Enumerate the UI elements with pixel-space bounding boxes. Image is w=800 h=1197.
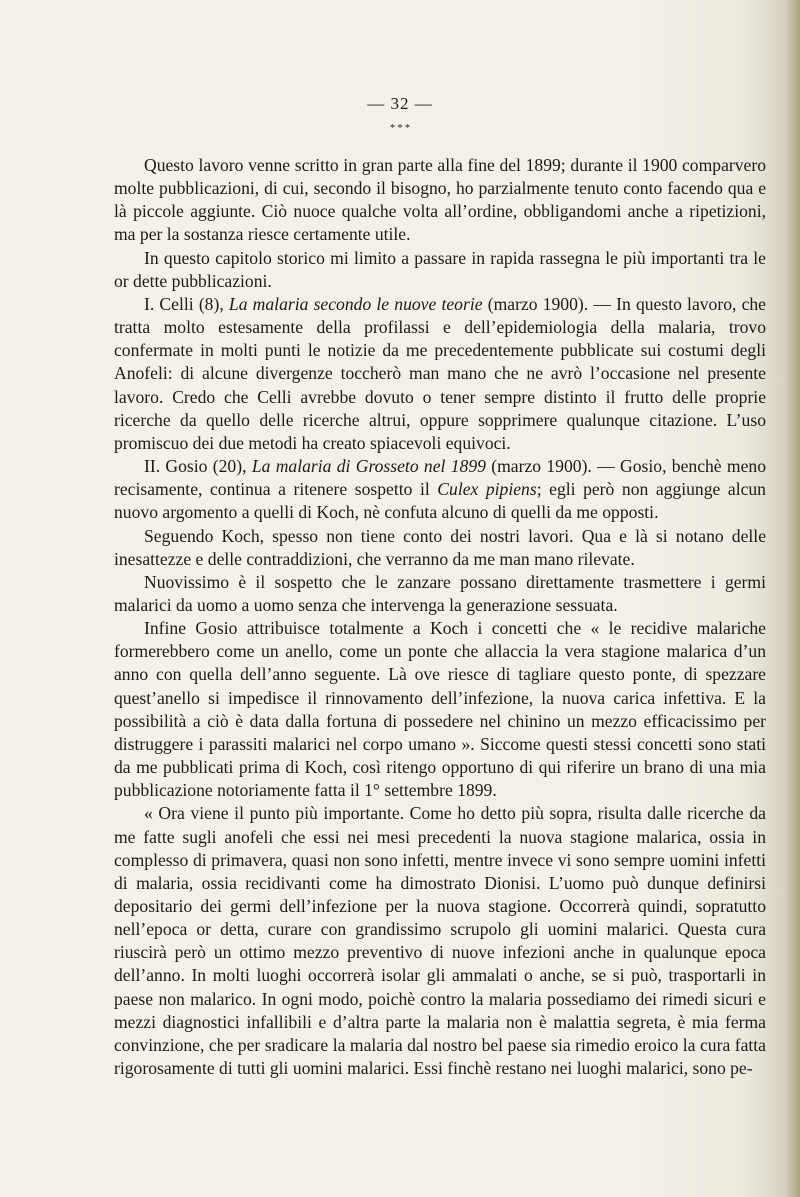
page-number: — 32 — (367, 94, 433, 113)
paragraph: I. Celli (8), La malaria secondo le nuove teorie (marzo 1900). — In questo lavoro, che tratta molto estesamente della profilassi e dell’epidemiologia della malaria, trovo confermate in molti punti le notizie da me precedentemente pubblicate sui costumi degli Anofeli: di alcune divergenze toccherò man mano che ne avrò l’occasione nel presente lavoro. Credo che Celli avrebbe dovuto o tener sempre distinto il frutto delle proprie ricerche da quello delle ricerche altrui, oppure sopprimere qualunque citazione. L’uso promiscuo dei due metodi ha creato spiacevoli equivoci. (114, 293, 766, 453)
paragraph: Infine Gosio attribuisce totalmente a Koch i concetti che « le recidive malariche formerebbero come un anello, come un ponte che allaccia la vera stagione malarica d’un anno con quella dell’anno seguente. Là ove riesce di tagliare questo ponte, di spezzare quest’anello si impedisce il rinnovamento dell’infezione, la nuova carica infettiva. E la possibilità a ciò è data dalla fortuna di possedere nel chinino un mezzo efficacissimo per distruggere i parassiti malarici nel corpo umano ». Siccome questi stessi concetti sono stati da me pubblicati prima di Koch, così ritengo opportuno di qui riferire un brano di una mia pubblicazione notoriamente fatta il 1° settembre 1899. (114, 618, 766, 801)
paragraph: Nuovissimo è il sospetto che le zanzare possano direttamente trasmettere i germi malarici da uomo a uomo senza che intervenga la generazione sessuata. (114, 571, 766, 615)
body-text (114, 154, 766, 1080)
paragraph: Seguendo Koch, spesso non tiene conto dei nostri lavori. Qua e là si notano delle inesattezze e delle contraddizioni, che verranno da me man mano rilevate. (114, 525, 766, 569)
section-ornament: * * * (390, 123, 410, 134)
page-edge-shadow (786, 0, 800, 1197)
paragraph: In questo capitolo storico mi limito a passare in rapida rassegna le più importanti tra le or dette pubblicazioni. (114, 247, 766, 291)
paragraph: II. Gosio (20), La malaria di Grosseto nel 1899 (marzo 1900). — Gosio, benchè meno recisamente, continua a ritenere sospetto il Culex pipiens; egli però non aggiunge alcun nuovo argomento a quelli di Koch, nè confuta alcuno di quelli da me opposti. (114, 456, 767, 523)
paragraph: « Ora viene il punto più importante. Come ho detto più sopra, risulta dalle ricerche da me fatte sugli anofeli che essi nei mesi precedenti la nuova stagione malarica, ossia in complesso di primavera, quasi non sono infetti, mentre invece vi sono sempre uomini infetti di malaria, ossia recidivanti come ha dimostrato Dionisi. L’uomo può dunque definirsi depositario dei germi dell’infezione per la nuova stagione. Occorrerà quindi, sopratutto nell’epoca or detta, curare con grandissimo scrupolo gli uomini malarici. Questa cura riuscirà però un ottimo mezzo preventivo di nuove infezioni anche in qualunque epoca dell’anno. In molti luoghi occorrerà isolar gli ammalati o anche, se si può, trasportarli in paese non malarico. In ogni modo, poichè contro la malaria possediamo dei rimedi sicuri e mezzi diagnostici infallibili e d’altra parte la malaria non è malattia segreta, è mia ferma convinzione, che per sradicare la malaria dal nostro bel paese sia rimedio eroico la cura fatta rigorosamente di tutti gli uomini malarici. Essi finchè restano nei luoghi malarici, sono pe- (114, 803, 766, 1079)
paragraph: Questo lavoro venne scritto in gran parte alla fine del 1899; durante il 1900 comparvero molte pubblicazioni, di cui, secondo il bisogno, ho parzialmente tenuto conto facendo qua e là piccole aggiunte. Ciò nuoce qualche volta all’ordine, obbligandomi anche a ripetizioni, ma per la sostanza riesce certamente utile. (114, 155, 766, 245)
